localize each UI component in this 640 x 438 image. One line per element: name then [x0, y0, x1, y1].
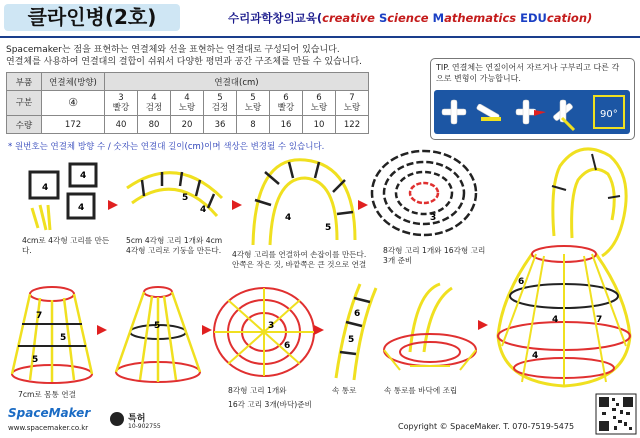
subtitle-edu: EDU — [520, 11, 547, 25]
step1-square-rings — [20, 160, 110, 230]
connector-type: ④ — [42, 91, 105, 116]
svg-text:5: 5 — [154, 321, 161, 331]
page-title: 클라인병(2호) — [27, 5, 157, 29]
connector-qty: 172 — [42, 116, 105, 134]
step2-column — [122, 158, 232, 238]
qr-code-icon — [596, 394, 636, 434]
svg-text:7: 7 — [36, 311, 43, 321]
rod-cell: 4 검정 — [138, 91, 171, 116]
subtitle-m: M — [432, 11, 445, 25]
step8-basket — [380, 282, 480, 378]
svg-text:4: 4 — [552, 315, 559, 325]
subtitle-athematics: athematics — [444, 11, 521, 25]
subtitle-s: S — [378, 11, 388, 25]
rod-cell: 5 검정 — [204, 91, 237, 116]
rod-cell: 4 노랑 — [171, 91, 204, 116]
svg-text:5: 5 — [182, 193, 189, 203]
rod-qty: 20 — [171, 116, 204, 134]
intro-line-2: 연결체를 사용하여 연결대의 결합이 쉬워서 다양한 평면과 공간 구조체를 만들 수 있습니다. — [6, 57, 363, 67]
svg-text:3: 3 — [430, 213, 437, 223]
step6-caption-2: 16각 고리 3개(바닥)준비 — [228, 400, 312, 409]
svg-text:4: 4 — [78, 203, 85, 213]
arrow-right — [478, 320, 488, 330]
arrow-right — [202, 325, 212, 335]
svg-text:3: 3 — [268, 321, 275, 331]
tip-connector-icons — [434, 90, 630, 134]
qty-label: 수량 — [7, 116, 42, 134]
step5-body — [8, 284, 96, 384]
parts-table — [6, 72, 369, 134]
step4-rings — [368, 148, 480, 240]
arrow-right — [232, 200, 242, 210]
subtitle-korean: 수리과학창의교육( — [228, 11, 323, 25]
rod-cell: 6 빨강 — [270, 91, 303, 116]
subtitle-cation: cation) — [546, 11, 593, 25]
svg-text:6: 6 — [518, 277, 525, 287]
svg-text:5: 5 — [32, 355, 39, 365]
step6-caption-1: 8각형 고리 1개와 — [228, 386, 287, 395]
rod-qty: 16 — [270, 116, 303, 134]
connector-header: 연결체(방향) — [42, 73, 105, 91]
brand-url: www.spacemaker.co.kr — [8, 424, 89, 432]
rod-cell: 5 노랑 — [237, 91, 270, 116]
svg-text:7: 7 — [596, 315, 603, 325]
subtitle-creative: creative — [322, 11, 379, 25]
patent-label: 특허 — [128, 414, 146, 424]
patent-icon — [110, 412, 124, 426]
svg-text:6: 6 — [284, 341, 291, 351]
svg-text:5: 5 — [325, 223, 332, 233]
step5-cone — [112, 284, 204, 384]
step3-caption: 4각형 고리를 연결하여 손잡이를 만든다. 안쪽은 작은 것, 바깥쪽은 큰 것으로 연결 — [232, 250, 367, 269]
patent-number: 10-902755 — [128, 423, 161, 430]
type-label: 구분 — [7, 91, 42, 116]
klein-bottle-model — [492, 146, 636, 392]
color-note: * 원번호는 연결체 방향 수 / 숫자는 연결대 길이(cm)이며 색상은 변경될 수 있습니다. — [8, 142, 325, 152]
arrow-right — [314, 325, 324, 335]
svg-text:4: 4 — [285, 213, 292, 223]
svg-text:4: 4 — [200, 205, 207, 215]
intro-line-1: Spacemaker는 점을 표현하는 연결체와 선을 표현하는 연결대로 구성되어 있습니다. — [6, 45, 340, 55]
svg-text:4: 4 — [80, 171, 87, 181]
step8-caption: 속 통로를 바닥에 조립 — [384, 386, 458, 395]
arrow-right — [108, 200, 118, 210]
rod-qty: 8 — [237, 116, 270, 134]
step5-caption: 7cm로 몸통 연결 — [18, 390, 76, 399]
tip-text: TIP. 연결체는 연질이어서 자르거나 구부리고 다른 각으로 변형이 가능합니다. — [436, 63, 620, 83]
svg-text:5: 5 — [60, 333, 67, 343]
svg-text:6: 6 — [354, 309, 361, 319]
parts-header: 부품 — [7, 73, 42, 91]
rod-cell: 3 빨강 — [105, 91, 138, 116]
step7-caption: 속 통로 — [332, 386, 357, 395]
step3-handle — [245, 150, 365, 250]
step7-inner-passage — [332, 282, 382, 382]
rod-qty: 36 — [204, 116, 237, 134]
copyright: Copyright © SpaceMaker. T. 070-7519-5475 — [398, 422, 575, 431]
rod-qty: 10 — [303, 116, 336, 134]
brand-logo: SpaceMaker — [8, 406, 91, 420]
svg-text:5: 5 — [348, 335, 355, 345]
page-subtitle — [228, 10, 592, 26]
arrow-right — [358, 200, 368, 210]
step4-caption: 8각형 고리 1개와 16각형 고리 3개 준비 — [383, 246, 486, 265]
subtitle-cience: cience — [387, 11, 433, 25]
step2-caption: 5cm 4각형 고리 1개와 4cm 4각형 고리로 기둥을 만든다. — [126, 236, 223, 255]
arrow-right — [97, 325, 107, 335]
rod-header: 연결대(cm) — [105, 73, 369, 91]
rod-cell: 7 노랑 — [336, 91, 369, 116]
header-divider — [0, 36, 640, 38]
rod-qty: 122 — [336, 116, 369, 134]
step6-web — [212, 284, 316, 380]
rod-qty: 80 — [138, 116, 171, 134]
svg-text:4: 4 — [532, 351, 539, 361]
rod-cell: 6 노랑 — [303, 91, 336, 116]
step1-caption: 4cm로 4각형 고리를 만든다. — [22, 236, 110, 255]
rod-qty: 40 — [105, 116, 138, 134]
svg-text:4: 4 — [42, 183, 49, 193]
tip-angle-label: 90° — [600, 109, 618, 120]
